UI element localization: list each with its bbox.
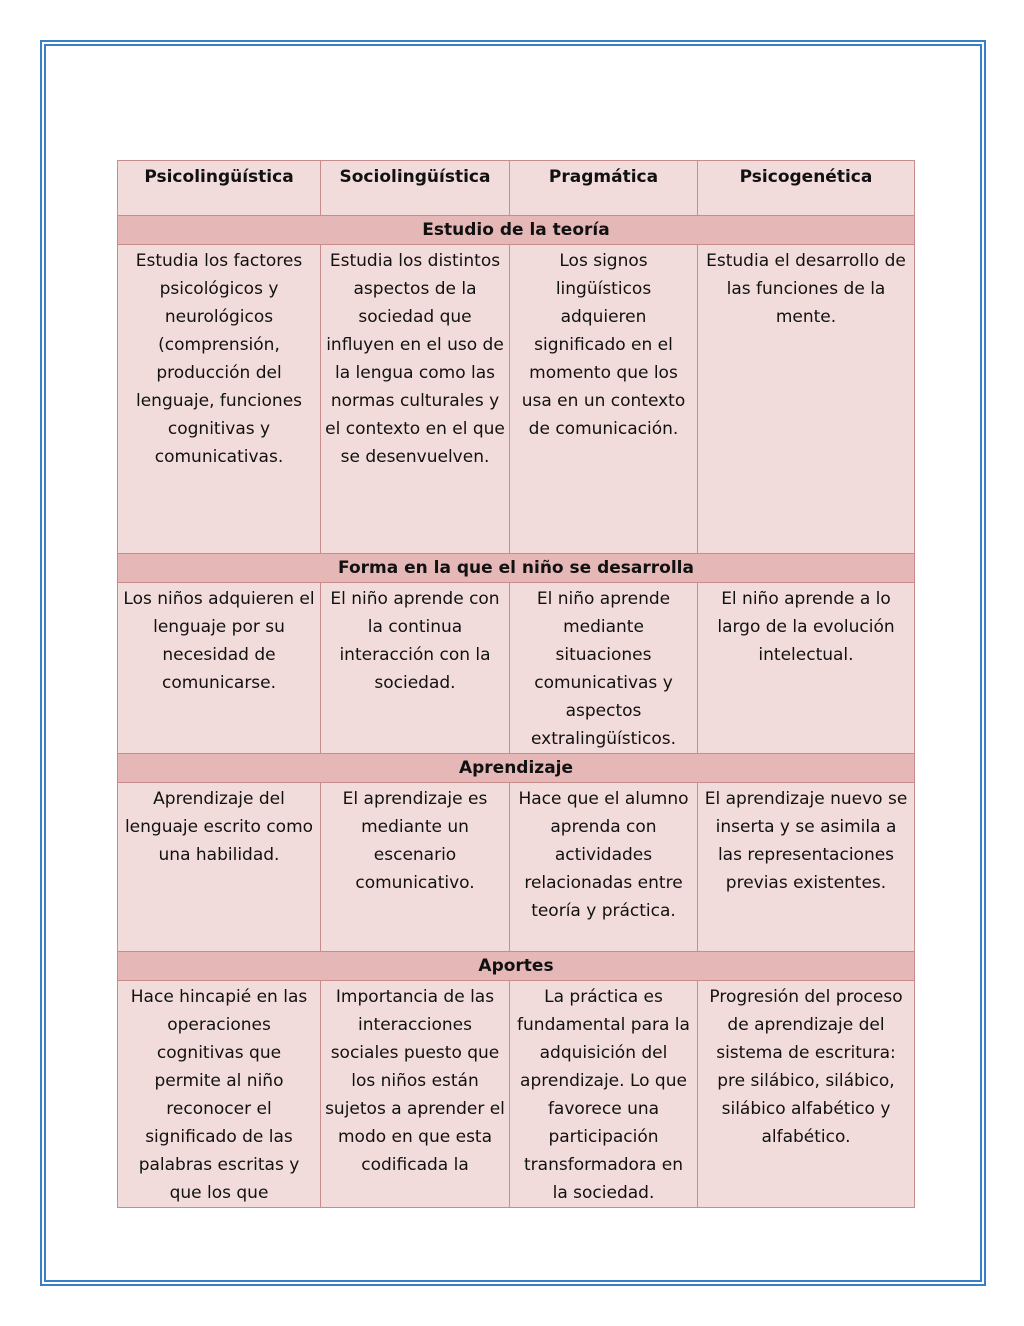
table-row — [118, 981, 915, 1208]
table-cell: Los niños adquieren el lenguaje por su necesidad de comunicarse. — [118, 583, 321, 754]
table-cell: El niño aprende mediante situaciones comunicativas y aspectos extralingüísticos. — [510, 583, 698, 754]
table-cell: La práctica es fundamental para la adquisición del aprendizaje. Lo que favorece una participación transformadora en la sociedad. — [510, 981, 698, 1208]
comparison-table — [117, 160, 915, 1208]
table-cell: Progresión del proceso de aprendizaje del sistema de escritura: pre silábico, silábico, silábico alfabético y alfabético. — [698, 981, 915, 1208]
table-row — [118, 583, 915, 754]
table-cell: Importancia de las interacciones sociales puesto que los niños están sujetos a aprender el modo en que esta codificada la — [321, 981, 510, 1208]
table-cell: Estudia los distintos aspectos de la sociedad que influyen en el uso de la lengua como las normas culturales y el contexto en el que se desenvuelven. — [321, 245, 510, 554]
table-cell: Hace hincapié en las operaciones cognitivas que permite al niño reconocer el significado de las palabras escritas y que los que — [118, 981, 321, 1208]
section-title: Forma en la que el niño se desarrolla — [118, 554, 915, 583]
section-title: Aportes — [118, 952, 915, 981]
header-sociolinguistica: Sociolingüística — [321, 161, 510, 216]
table-cell: El niño aprende a lo largo de la evolución intelectual. — [698, 583, 915, 754]
table-row — [118, 783, 915, 952]
table-cell: El niño aprende con la continua interacción con la sociedad. — [321, 583, 510, 754]
section-row-aprendizaje — [118, 754, 915, 783]
table-row — [118, 245, 915, 554]
table-cell: Estudia el desarrollo de las funciones de la mente. — [698, 245, 915, 554]
section-row-aportes — [118, 952, 915, 981]
table-cell: Estudia los factores psicológicos y neurológicos (comprensión, producción del lenguaje, funciones cognitivas y comunicativas. — [118, 245, 321, 554]
table-cell: Los signos lingüísticos adquieren significado en el momento que los usa en un contexto de comunicación. — [510, 245, 698, 554]
header-psicolinguistica: Psicolingüística — [118, 161, 321, 216]
table-cell: El aprendizaje nuevo se inserta y se asimila a las representaciones previas existentes. — [698, 783, 915, 952]
table-cell: Hace que el alumno aprenda con actividades relacionadas entre teoría y práctica. — [510, 783, 698, 952]
section-title: Estudio de la teoría — [118, 216, 915, 245]
table-cell: El aprendizaje es mediante un escenario comunicativo. — [321, 783, 510, 952]
section-row-estudio — [118, 216, 915, 245]
section-title: Aprendizaje — [118, 754, 915, 783]
table-cell: Aprendizaje del lenguaje escrito como una habilidad. — [118, 783, 321, 952]
header-psicogenetica: Psicogenética — [698, 161, 915, 216]
table-header-row — [118, 161, 915, 216]
section-row-forma — [118, 554, 915, 583]
header-pragmatica: Pragmática — [510, 161, 698, 216]
comparison-table-container — [117, 160, 914, 1208]
